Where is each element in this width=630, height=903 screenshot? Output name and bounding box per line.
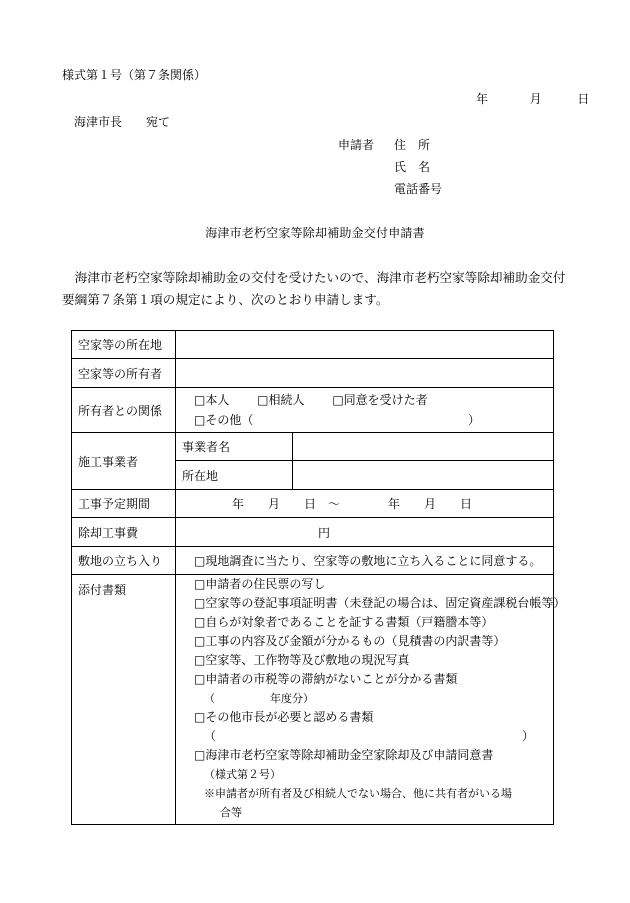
- location-label: 空家等の所在地: [72, 331, 176, 359]
- relation-field: [176, 388, 554, 433]
- table-row: [72, 359, 554, 388]
- other-docs-open: （: [204, 729, 217, 743]
- attach-label: 添付書類: [72, 575, 176, 825]
- table-row: [72, 490, 554, 518]
- applicant-label: 申請者: [338, 138, 375, 152]
- period-field[interactable]: 年 月 日 ～ 年 月 日: [176, 490, 554, 518]
- owner-label: 空家等の所有者: [72, 359, 176, 388]
- attachment-item[interactable]: □その他市長が必要と認める書類: [194, 710, 374, 724]
- address-label: 住 所: [394, 138, 431, 152]
- contractor-label: 施工事業者: [72, 433, 176, 490]
- date-year: 年: [476, 92, 489, 106]
- table-row: [72, 433, 554, 461]
- name-label: 氏 名: [394, 160, 431, 174]
- document-title: 海津市老朽空家等除却補助金交付申請書: [205, 226, 425, 240]
- intro-paragraph: 海津市老朽空家等除却補助金の交付を受けたいので、海津市老朽空家等除却補助金交付要綱第７条第１項の規定により、次のとおり申請します。: [62, 270, 566, 307]
- attachment-item[interactable]: □海津市老朽空家等除却補助金空家除却及び申請同意書: [194, 748, 494, 762]
- cost-unit: 円: [318, 525, 331, 540]
- entry-consent-checkbox[interactable]: □現地調査に当たり、空家等の敷地に立ち入ることに同意する。: [176, 547, 554, 575]
- table-row: [72, 547, 554, 575]
- consent-note-cont: 合等: [220, 806, 242, 819]
- contractor-address-field[interactable]: [293, 461, 554, 490]
- attachments-list: [176, 575, 566, 825]
- attachment-item[interactable]: □空家等の登記事項証明書（未登記の場合は、固定資産課税台帳等）: [194, 596, 566, 610]
- cost-field[interactable]: [176, 518, 554, 547]
- contractor-name-field[interactable]: [293, 433, 554, 461]
- applicant-block: [338, 134, 442, 200]
- entry-label: 敷地の立ち入り: [72, 547, 176, 575]
- date-month: 月: [529, 92, 542, 106]
- date-day: 日: [577, 92, 590, 106]
- form-2-note: （様式第２号）: [204, 768, 281, 781]
- date-line: [476, 90, 589, 107]
- fiscal-year-note: （ 年度分）: [204, 692, 314, 705]
- other-docs-field[interactable]: [194, 727, 534, 746]
- location-field[interactable]: [176, 331, 554, 359]
- owner-field[interactable]: [176, 359, 554, 388]
- table-row: [72, 388, 554, 433]
- table-row: [72, 518, 554, 547]
- cost-label: 除却工事費: [72, 518, 176, 547]
- attachment-item[interactable]: □空家等、工作物等及び敷地の現況写真: [194, 653, 410, 667]
- relation-heir-checkbox[interactable]: □相続人: [257, 393, 305, 407]
- addressee: 海津市長 宛て: [74, 115, 171, 129]
- contractor-name-label: 事業者名: [176, 433, 293, 461]
- attachment-item[interactable]: □工事の内容及び金額が分かるもの（見積書の内訳書等）: [194, 634, 506, 648]
- period-label: 工事予定期間: [72, 490, 176, 518]
- phone-label: 電話番号: [394, 182, 443, 196]
- table-row: [72, 331, 554, 359]
- relation-self-checkbox[interactable]: □本人: [194, 393, 230, 407]
- attachment-item[interactable]: □申請者の住民票の写し: [194, 577, 326, 591]
- relation-consented-checkbox[interactable]: □同意を受けた者: [332, 393, 428, 407]
- relation-label: 所有者との関係: [72, 388, 176, 433]
- other-docs-close: ）: [521, 729, 534, 743]
- form-number: 様式第１号（第７条関係）: [62, 68, 207, 82]
- relation-other-close: ）: [467, 413, 480, 427]
- application-table: [71, 330, 566, 825]
- relation-other-checkbox[interactable]: □その他（: [194, 413, 254, 427]
- consent-note: ※申請者が所有者及び相続人でない場合、他に共有者がいる場: [204, 787, 512, 800]
- contractor-address-label: 所在地: [176, 461, 293, 490]
- attachment-item[interactable]: □申請者の市税等の滞納がないことが分かる書類: [194, 672, 458, 686]
- attachment-item[interactable]: □自らが対象者であることを証する書類（戸籍謄本等）: [194, 615, 494, 629]
- table-row: [72, 575, 554, 825]
